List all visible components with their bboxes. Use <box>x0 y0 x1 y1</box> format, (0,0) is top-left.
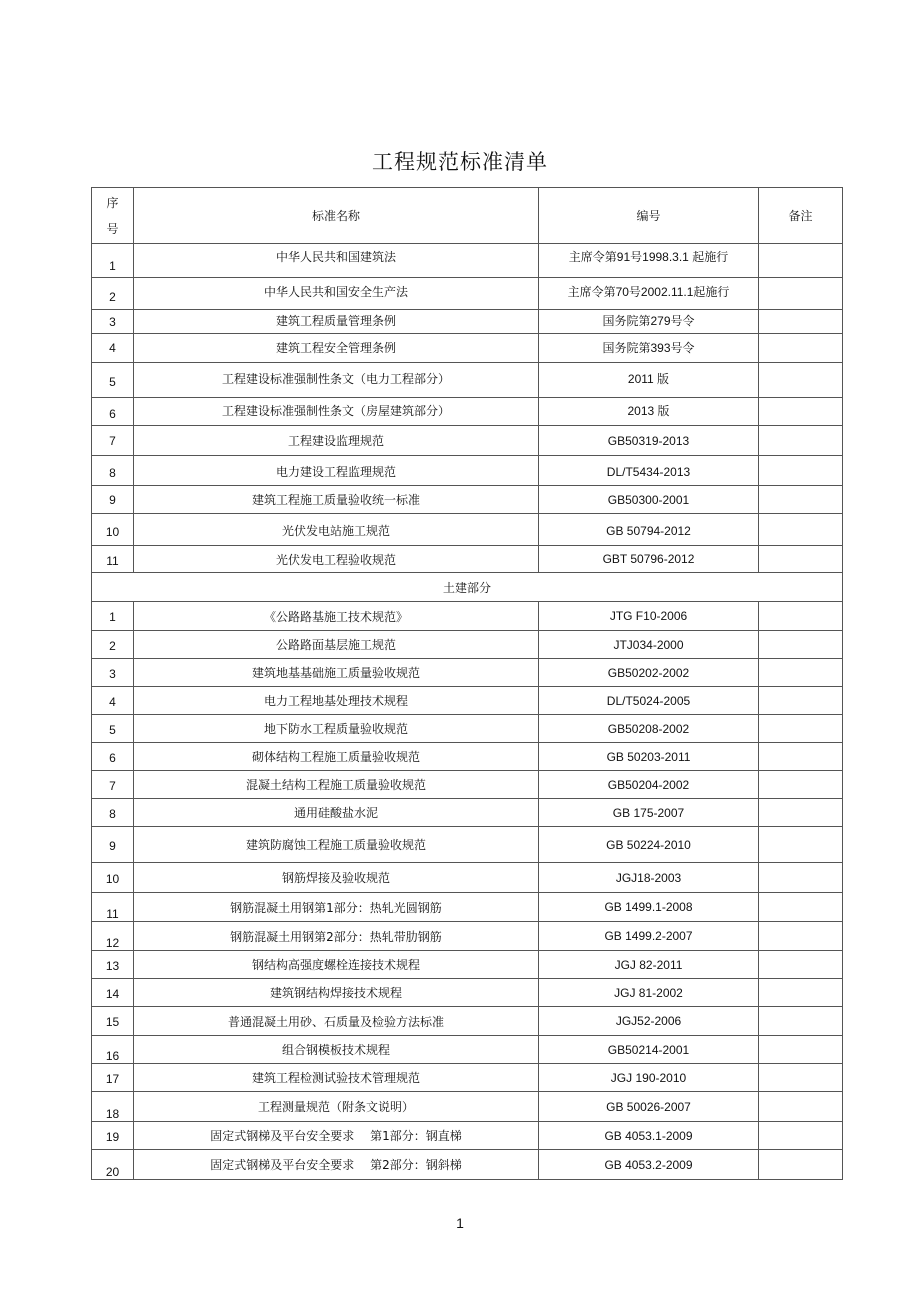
name-cell: 钢筋混凝土用钢第2部分：热轧带肋钢筋 <box>134 922 539 951</box>
remark-cell <box>759 1092 843 1122</box>
code-cell: JGJ18-2003 <box>539 863 759 893</box>
name-cell: 通用硅酸盐水泥 <box>134 799 539 827</box>
code-cell: GB 4053.1-2009 <box>539 1122 759 1150</box>
table-row <box>92 827 843 863</box>
name-cell: 工程测量规范（附条文说明） <box>134 1092 539 1122</box>
name-cell: 电力建设工程监理规范 <box>134 456 539 486</box>
code-cell: GB50208-2002 <box>539 715 759 743</box>
table-header-row <box>92 188 843 244</box>
code-cell: GB 4053.2-2009 <box>539 1150 759 1180</box>
table-row <box>92 743 843 771</box>
table-row <box>92 514 843 546</box>
name-cell: 建筑工程检测试验技术管理规范 <box>134 1064 539 1092</box>
code-cell: 2011 版 <box>539 363 759 398</box>
name-cell: 普通混凝土用砂、石质量及检验方法标准 <box>134 1007 539 1036</box>
seq-cell: 14 <box>92 979 134 1007</box>
remark-cell <box>759 771 843 799</box>
seq-cell: 4 <box>92 687 134 715</box>
seq-cell: 19 <box>92 1122 134 1150</box>
table-row <box>92 771 843 799</box>
table-row <box>92 456 843 486</box>
code-cell: JTG F10-2006 <box>539 602 759 631</box>
code-cell: GB 50203-2011 <box>539 743 759 771</box>
header-remark: 备注 <box>759 188 843 244</box>
header-name: 标准名称 <box>134 188 539 244</box>
table-row <box>92 398 843 426</box>
remark-cell <box>759 863 843 893</box>
remark-cell <box>759 278 843 310</box>
name-cell: 固定式钢梯及平台安全要求 第1部分：钢直梯 <box>134 1122 539 1150</box>
name-cell: 建筑工程安全管理条例 <box>134 334 539 363</box>
seq-cell: 17 <box>92 1064 134 1092</box>
name-cell: 工程建设标准强制性条文（房屋建筑部分） <box>134 398 539 426</box>
seq-cell: 2 <box>92 278 134 310</box>
remark-cell <box>759 687 843 715</box>
code-cell: GBT 50796-2012 <box>539 546 759 573</box>
table-row <box>92 1150 843 1180</box>
code-cell: GB 1499.2-2007 <box>539 922 759 951</box>
name-cell: 光伏发电工程验收规范 <box>134 546 539 573</box>
table-row <box>92 715 843 743</box>
code-cell: 2013 版 <box>539 398 759 426</box>
name-cell: 地下防水工程质量验收规范 <box>134 715 539 743</box>
code-cell: JGJ52-2006 <box>539 1007 759 1036</box>
table-row <box>92 426 843 456</box>
seq-cell: 16 <box>92 1036 134 1064</box>
table-row <box>92 1007 843 1036</box>
code-cell: GB50300-2001 <box>539 486 759 514</box>
seq-cell: 2 <box>92 631 134 659</box>
name-cell: 建筑工程施工质量验收统一标准 <box>134 486 539 514</box>
seq-cell: 7 <box>92 426 134 456</box>
seq-cell: 10 <box>92 863 134 893</box>
remark-cell <box>759 799 843 827</box>
name-cell: 建筑工程质量管理条例 <box>134 310 539 334</box>
seq-cell: 10 <box>92 514 134 546</box>
standards-table <box>91 187 843 1180</box>
remark-cell <box>759 244 843 278</box>
remark-cell <box>759 486 843 514</box>
remark-cell <box>759 1064 843 1092</box>
remark-cell <box>759 514 843 546</box>
seq-cell: 3 <box>92 659 134 687</box>
seq-cell: 8 <box>92 456 134 486</box>
code-cell: 主席令第91号1998.3.1 起施行 <box>539 244 759 278</box>
seq-cell: 9 <box>92 827 134 863</box>
name-cell: 组合钢模板技术规程 <box>134 1036 539 1064</box>
page-title: 工程规范标准清单 <box>372 150 548 174</box>
name-cell: 钢筋混凝土用钢第1部分：热轧光圆钢筋 <box>134 893 539 922</box>
seq-cell: 15 <box>92 1007 134 1036</box>
table-row <box>92 310 843 334</box>
table-row <box>92 486 843 514</box>
seq-cell: 12 <box>92 922 134 951</box>
remark-cell <box>759 1036 843 1064</box>
table-row <box>92 631 843 659</box>
seq-cell: 3 <box>92 310 134 334</box>
name-cell: 建筑防腐蚀工程施工质量验收规范 <box>134 827 539 863</box>
remark-cell <box>759 951 843 979</box>
seq-cell: 11 <box>92 546 134 573</box>
remark-cell <box>759 631 843 659</box>
code-cell: 主席令第70号2002.11.1起施行 <box>539 278 759 310</box>
table-row <box>92 1122 843 1150</box>
seq-cell: 5 <box>92 715 134 743</box>
section-row <box>92 573 843 602</box>
table-row <box>92 363 843 398</box>
name-cell: 砌体结构工程施工质量验收规范 <box>134 743 539 771</box>
remark-cell <box>759 546 843 573</box>
remark-cell <box>759 922 843 951</box>
table-row <box>92 979 843 1007</box>
table-row <box>92 602 843 631</box>
code-cell: JTJ034-2000 <box>539 631 759 659</box>
remark-cell <box>759 659 843 687</box>
code-cell: GB50319-2013 <box>539 426 759 456</box>
code-cell: DL/T5024-2005 <box>539 687 759 715</box>
code-cell: DL/T5434-2013 <box>539 456 759 486</box>
name-cell: 工程建设标准强制性条文（电力工程部分） <box>134 363 539 398</box>
seq-cell: 11 <box>92 893 134 922</box>
remark-cell <box>759 398 843 426</box>
table-row <box>92 893 843 922</box>
table-row <box>92 922 843 951</box>
seq-cell: 1 <box>92 602 134 631</box>
table-row <box>92 1036 843 1064</box>
name-cell: 《公路路基施工技术规范》 <box>134 602 539 631</box>
header-seq <box>92 188 134 244</box>
name-cell: 建筑地基基础施工质量验收规范 <box>134 659 539 687</box>
seq-cell: 9 <box>92 486 134 514</box>
header-seq-line1: 序 <box>106 195 119 210</box>
code-cell: GB50202-2002 <box>539 659 759 687</box>
code-cell: 国务院第393号令 <box>539 334 759 363</box>
section-title: 土建部分 <box>92 573 843 602</box>
seq-cell: 7 <box>92 771 134 799</box>
seq-cell: 8 <box>92 799 134 827</box>
table-row <box>92 951 843 979</box>
seq-cell: 5 <box>92 363 134 398</box>
remark-cell <box>759 893 843 922</box>
code-cell: GB 50224-2010 <box>539 827 759 863</box>
seq-cell: 1 <box>92 244 134 278</box>
name-cell: 混凝土结构工程施工质量验收规范 <box>134 771 539 799</box>
name-cell: 建筑钢结构焊接技术规程 <box>134 979 539 1007</box>
header-code: 编号 <box>539 188 759 244</box>
name-cell: 钢筋焊接及验收规范 <box>134 863 539 893</box>
table-row <box>92 687 843 715</box>
name-cell: 中华人民共和国安全生产法 <box>134 278 539 310</box>
remark-cell <box>759 1122 843 1150</box>
remark-cell <box>759 979 843 1007</box>
remark-cell <box>759 715 843 743</box>
remark-cell <box>759 827 843 863</box>
table-row <box>92 799 843 827</box>
table-row <box>92 1064 843 1092</box>
table-row <box>92 659 843 687</box>
remark-cell <box>759 1150 843 1180</box>
name-cell: 光伏发电站施工规范 <box>134 514 539 546</box>
code-cell: JGJ 81-2002 <box>539 979 759 1007</box>
remark-cell <box>759 743 843 771</box>
page-number: 1 <box>456 1215 464 1231</box>
name-cell: 固定式钢梯及平台安全要求 第2部分：钢斜梯 <box>134 1150 539 1180</box>
code-cell: JGJ 82-2011 <box>539 951 759 979</box>
remark-cell <box>759 334 843 363</box>
table-row <box>92 278 843 310</box>
table-row <box>92 546 843 573</box>
name-cell: 中华人民共和国建筑法 <box>134 244 539 278</box>
name-cell: 公路路面基层施工规范 <box>134 631 539 659</box>
code-cell: 国务院第279号令 <box>539 310 759 334</box>
header-seq-line2: 号 <box>106 221 119 236</box>
remark-cell <box>759 456 843 486</box>
code-cell: JGJ 190-2010 <box>539 1064 759 1092</box>
remark-cell <box>759 363 843 398</box>
remark-cell <box>759 602 843 631</box>
remark-cell <box>759 310 843 334</box>
seq-cell: 18 <box>92 1092 134 1122</box>
table-row <box>92 863 843 893</box>
code-cell: GB 175-2007 <box>539 799 759 827</box>
code-cell: GB 1499.1-2008 <box>539 893 759 922</box>
table-row <box>92 244 843 278</box>
code-cell: GB50214-2001 <box>539 1036 759 1064</box>
seq-cell: 6 <box>92 398 134 426</box>
code-cell: GB 50794-2012 <box>539 514 759 546</box>
code-cell: GB 50026-2007 <box>539 1092 759 1122</box>
seq-cell: 13 <box>92 951 134 979</box>
code-cell: GB50204-2002 <box>539 771 759 799</box>
remark-cell <box>759 1007 843 1036</box>
remark-cell <box>759 426 843 456</box>
table-row <box>92 334 843 363</box>
name-cell: 钢结构高强度螺栓连接技术规程 <box>134 951 539 979</box>
name-cell: 电力工程地基处理技术规程 <box>134 687 539 715</box>
seq-cell: 20 <box>92 1150 134 1180</box>
seq-cell: 6 <box>92 743 134 771</box>
table-row <box>92 1092 843 1122</box>
name-cell: 工程建设监理规范 <box>134 426 539 456</box>
seq-cell: 4 <box>92 334 134 363</box>
